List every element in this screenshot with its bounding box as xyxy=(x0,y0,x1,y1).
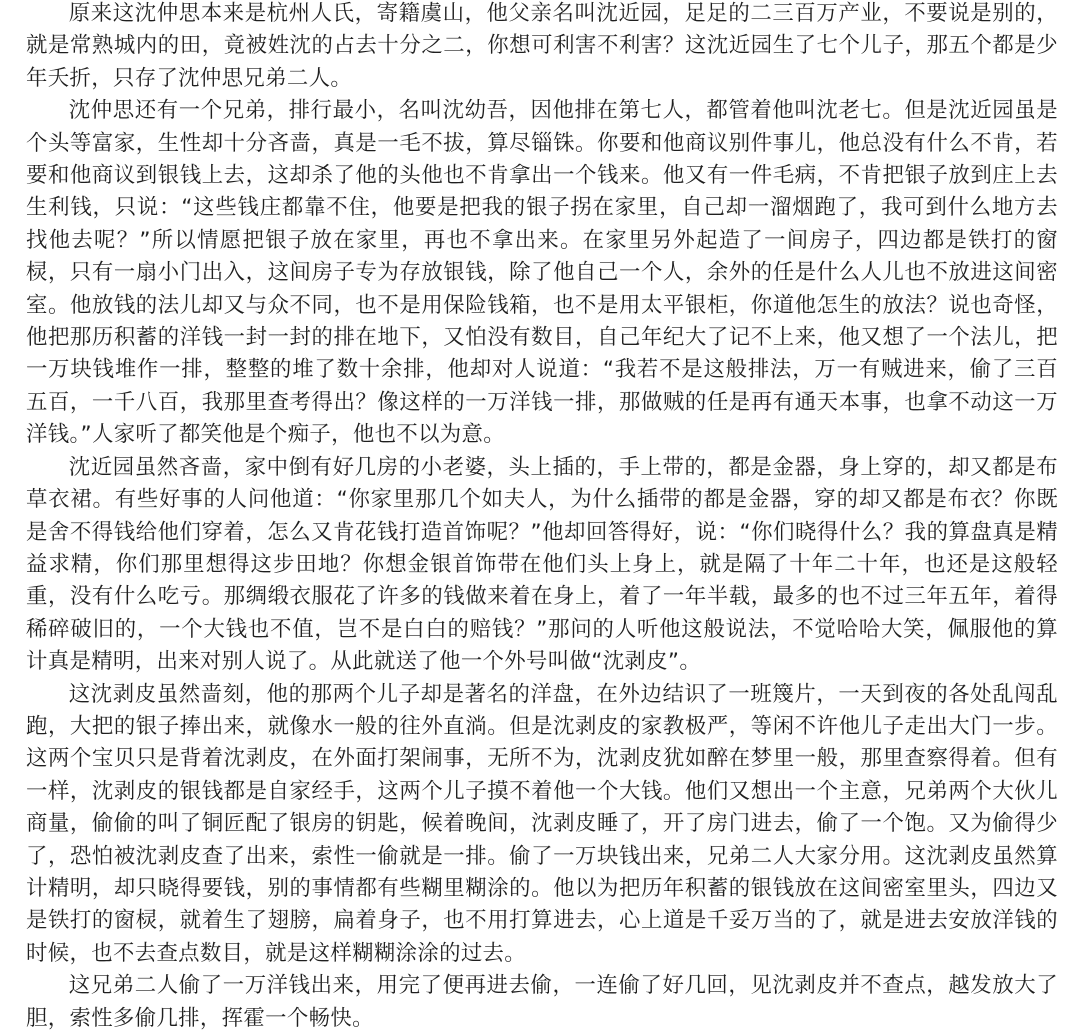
document-text-body xyxy=(26,0,1058,1035)
paragraph-1: 原来这沈仲思本来是杭州人氏，寄籍虞山，他父亲名叫沈近园，足足的二三百万产业，不要说是别的，就是常熟城内的田，竟被姓沈的占去十分之二，你想可利害不利害？这沈近园生了七个儿子，那五个都是少年夭折，只存了沈仲思兄弟二人。 xyxy=(26,1,1058,91)
paragraph-3: 沈近园虽然吝啬，家中倒有好几房的小老婆，头上插的，手上带的，都是金器，身上穿的，却又都是布草衣裙。有些好事的人问他道：“你家里那几个如夫人，为什么插带的都是金器，穿的却又都是布衣？你既是舍不得钱给他们穿着，怎么又肯花钱打造首饰呢？”他却回答得好，说：“你们晓得什么？我的算盘真是精益求精，你们那里想得这步田地？你想金银首饰带在他们头上身上，就是隔了十年二十年，也还是这般轻重，没有什么吃亏。那绸缎衣服花了许多的钱做来着在身上，着了一年半载，最多的也不过三年五年，着得稀碎破旧的，一个大钱也不值，岂不是白白的赔钱？”那问的人听他这般说法，不觉哈哈大笑，佩服他的算计真是精明，出来对别人说了。从此就送了他一个外号叫做“沈剥皮”。 xyxy=(26,454,1058,675)
paragraph-4: 这沈剥皮虽然啬刻，他的那两个儿子却是著名的洋盘，在外边结识了一班篾片，一天到夜的各处乱闯乱跑，大把的银子捧出来，就像水一般的往外直淌。但是沈剥皮的家教极严，等闲不许他儿子走出大门一步。这两个宝贝只是背着沈剥皮，在外面打架闹事，无所不为，沈剥皮犹如醉在梦里一般，那里查察得着。但有一样，沈剥皮的银钱都是自家经手，这两个儿子摸不着他一个大钱。他们又想出一个主意，兄弟两个大伙儿商量，偷偷的叫了铜匠配了银房的钥匙，候着晚间，沈剥皮睡了，开了房门进去，偷了一个饱。又为偷得少了，恐怕被沈剥皮查了出来，索性一偷就是一排。偷了一万块钱出来，兄弟二人大家分用。这沈剥皮虽然算计精明，却只晓得要钱，别的事情都有些糊里糊涂的。他以为把历年积蓄的银钱放在这间密室里头，四边又是铁打的窗棂，就着生了翅膀，扁着身子，也不用打算进去，心上道是千妥万当的了，就是进去安放洋钱的时候，也不去查点数目，就是这样糊糊涂涂的过去。 xyxy=(26,681,1058,966)
paragraph-2: 沈仲思还有一个兄弟，排行最小，名叫沈幼吾，因他排在第七人，都管着他叫沈老七。但是沈近园虽是个头等富家，生性却十分吝啬，真是一毛不拔，算尽锱铢。你要和他商议别件事儿，他总没有什么不肯，若要和他商议到银钱上去，这却杀了他的头他也不肯拿出一个钱来。他又有一件毛病，不肯把银子放到庄上去生利钱，只说：“这些钱庄都靠不住，他要是把我的银子拐在家里，自己却一溜烟跑了，我可到什么地方去找他去呢？”所以情愿把银子放在家里，再也不拿出来。在家里另外起造了一间房子，四边都是铁打的窗棂，只有一扇小门出入，这间房子专为存放银钱，除了他自己一个人，余外的任是什么人儿也不放进这间密室。他放钱的法儿却又与众不同，也不是用保险钱箱，也不是用太平银柜，你道他怎生的放法？说也奇怪，他把那历积蓄的洋钱一封一封的排在地下，又怕没有数目，自己年纪大了记不上来，他又想了一个法儿，把一万块钱堆作一排，整整的堆了数十余排，他却对人说道：“我若不是这般排法，万一有贼进来，偷了三百五百，一千八百，我那里查考得出？像这样的一万洋钱一排，那做贼的任是再有通天本事，也拿不动这一万洋钱。”人家听了都笑他是个痴子，他也不以为意。 xyxy=(26,98,1058,448)
paragraph-5: 这兄弟二人偷了一万洋钱出来，用完了便再进去偷，一连偷了好几回，见沈剥皮并不查点，越发放大了胆，索性多偷几排，挥霍一个畅快。 xyxy=(26,973,1058,1031)
